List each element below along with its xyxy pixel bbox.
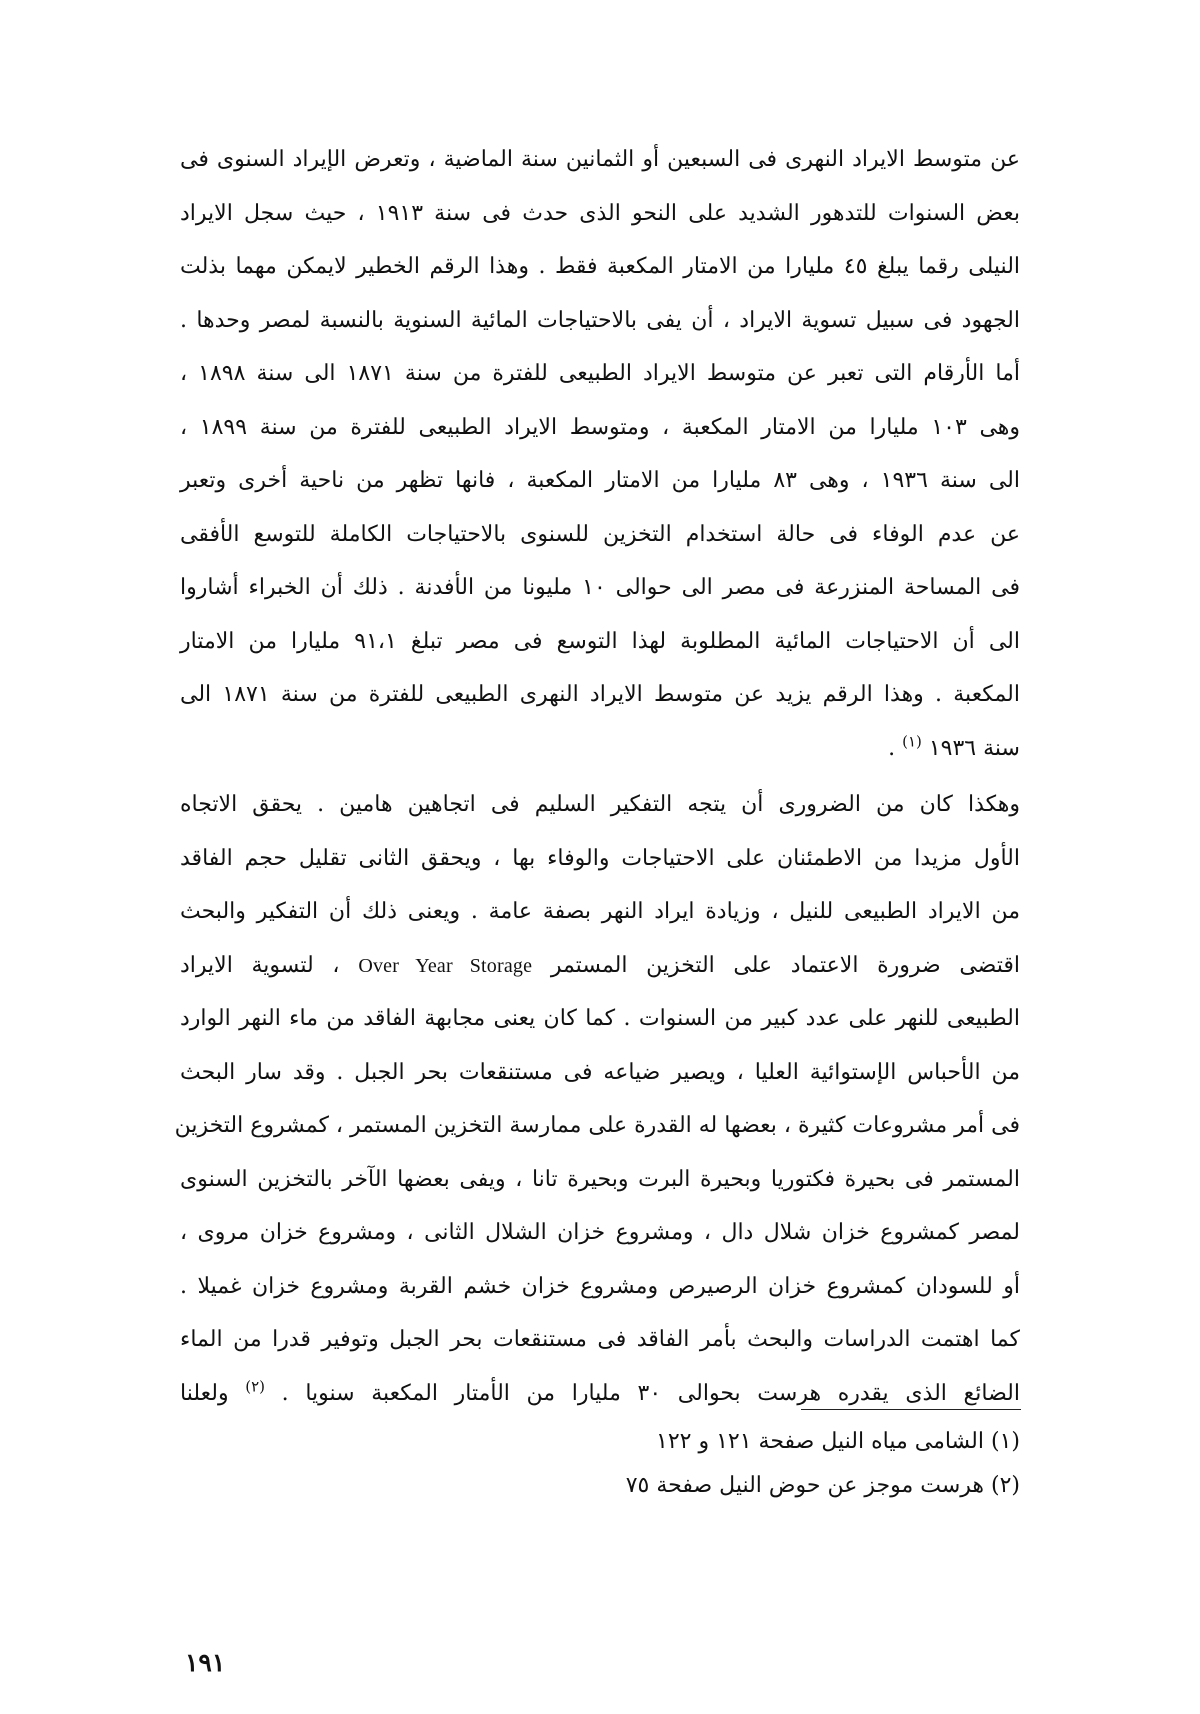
text-line: من الأحباس الإستوائية العليا ، ويصير ضياعه فى مستنقعات بحر الجبل . وقد سار البحث (180, 1059, 1020, 1085)
text-line: عن متوسط الايراد النهرى فى السبعين أو الثمانين سنة الماضية ، وتعرض الإيراد السنوى فى (180, 147, 1020, 172)
text-line-last (180, 722, 1020, 776)
text-line: الى أن الاحتياجات المائية المطلوبة لهذا التوسع فى مصر تبلغ ٩١،١ مليارا من الامتار (180, 628, 1020, 654)
text-line: فى المساحة المنزرعة فى مصر الى حوالى ١٠ مليونا من الأفدنة . ذلك أن الخبراء أشاروا (180, 575, 1021, 600)
text-line: وهكذا كان من الضرورى أن يتجه التفكير السليم فى اتجاهين هامين . يحقق الاتجاه (180, 792, 1020, 817)
footnote-divider (801, 1409, 1021, 1410)
text-line: أما الأرقام التى تعبر عن متوسط الايراد الطبيعى للفترة من سنة ١٨٧١ الى سنة ١٨٩٨ ، (180, 361, 1021, 386)
english-term: Over Year Storage (358, 954, 533, 977)
text-line: أو للسودان كمشروع خزان الرصيرص ومشروع خزان خشم القربة ومشروع خزان غميلا . (180, 1273, 1020, 1299)
text-line: النيلى رقما يبلغ ٤٥ مليارا من الامتار المكعبة فقط . وهذا الرقم الخطير لايمكن مهما بذلت (180, 254, 1021, 279)
text-line: وهى ١٠٣ مليارا من الامتار المكعبة ، ومتوسط الايراد الطبيعى للفترة من سنة ١٨٩٩ ، (180, 414, 1021, 440)
text-line: كما اهتمت الدراسات والبحث بأمر الفاقد فى مستنقعات بحر الجبل وتوفير قدرا من الماء (180, 1327, 1020, 1352)
footnote-ref-1: (١) (902, 732, 922, 751)
footnote-2: (٢) هرست موجز عن حوض النيل صفحة ٧٥ (625, 1473, 1020, 1498)
text-line: الجهود فى سبيل تسوية الايراد ، أن يفى بالاحتياجات المائية السنوية بالنسبة لمصر وحدها . (180, 307, 1020, 333)
text-line: الأول مزيدا من الاطمئنان على الاحتياجات والوفاء بها ، ويحقق الثانى تقليل حجم الفاقد (180, 845, 1020, 871)
text-fragment: . (888, 735, 896, 761)
text-line: المكعبة . وهذا الرقم يزيد عن متوسط الايراد النهرى الطبيعى للفترة من سنة ١٨٧١ الى (180, 682, 1020, 707)
page-number: ١٩١ (185, 1648, 226, 1677)
text-line: الطبيعى للنهر على عدد كبير من السنوات . كما كان يعنى مجابهة الفاقد من ماء النهر الوارد (180, 1006, 1020, 1031)
footnote-ref-2: (٢) (245, 1377, 266, 1396)
text-line: لمصر كمشروع خزان شلال دال ، ومشروع خزان الشلال الثانى ، ومشروع خزان مروى ، (180, 1220, 1020, 1245)
text-fragment: سنة ١٩٣٦ (928, 735, 1020, 761)
footnote-1: (١) الشامى مياه النيل صفحة ١٢١ و ١٢٢ (656, 1429, 1020, 1454)
text-line: بعض السنوات للتدهور الشديد على النحو الذى حدث فى سنة ١٩١٣ ، حيث سجل الايراد (180, 200, 1020, 226)
text-fragment: ، لتسوية الايراد (180, 952, 340, 978)
text-line: من الايراد الطبيعى للنيل ، وزيادة ايراد النهر بصفة عامة . ويعنى ذلك أن التفكير والبحث (180, 899, 1020, 924)
text-line-with-english (180, 939, 1020, 993)
text-line: عن عدم الوفاء فى حالة استخدام التخزين للسنوى بالاحتياجات الكاملة للتوسع الأفقى (180, 521, 1020, 547)
text-fragment: اقتضى ضرورة الاعتماد على التخزين المستمر (550, 952, 1020, 978)
text-line: الى سنة ١٩٣٦ ، وهى ٨٣ مليارا من الامتار المكعبة ، فانها تظهر من ناحية أخرى وتعبر (180, 468, 1020, 493)
paragraph-2 (174, 778, 1020, 1420)
text-fragment: ولعلنا (180, 1380, 229, 1406)
text-fragment: الضائع الذى يقدره هرست بحوالى ٣٠ مليارا من الأمتار المكعبة سنويا . (281, 1380, 1020, 1406)
paragraph-1 (180, 133, 1020, 775)
footnotes (460, 1420, 1020, 1508)
text-line-with-ref (180, 1367, 1020, 1421)
text-line: المستمر فى بحيرة فكتوريا وبحيرة البرت وبحيرة تانا ، ويفى بعضها الآخر بالتخزين السنوى (180, 1166, 1020, 1192)
text-line: فى أمر مشروعات كثيرة ، بعضها له القدرة على ممارسة التخزين المستمر ، كمشروع التخزين (174, 1113, 1020, 1138)
